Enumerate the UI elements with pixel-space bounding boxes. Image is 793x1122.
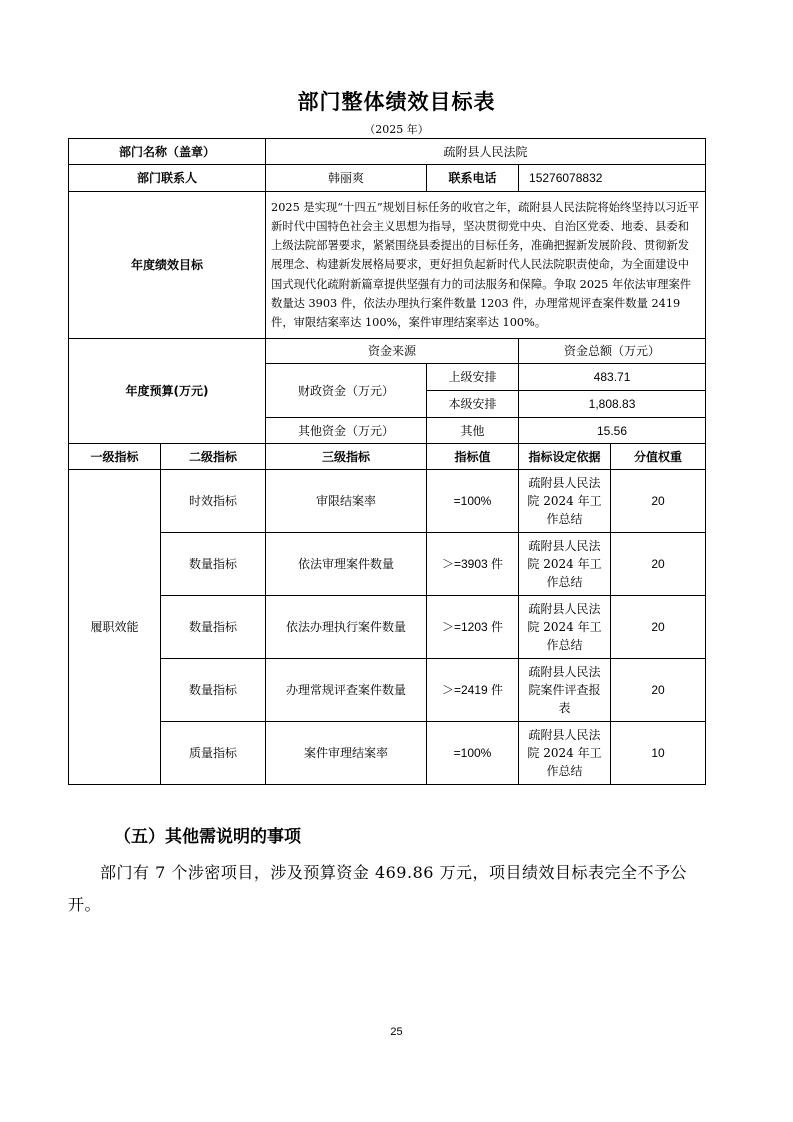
header-level2: 二级指标 [161,444,266,470]
indicator-value: ＞=1203 件 [427,596,519,659]
level3-indicator: 案件审理结案率 [266,722,427,785]
level3-indicator: 依法审理案件数量 [266,533,427,596]
indicator-row [69,596,706,659]
indicator-weight: 10 [611,722,706,785]
indicator-row [69,722,706,785]
table-year: （2025 年） [364,123,429,136]
header-level3: 三级指标 [266,444,427,470]
level2-indicator: 数量指标 [161,659,266,722]
indicator-weight: 20 [611,596,706,659]
indicator-value: =100% [427,722,519,785]
level2-indicator: 时效指标 [161,470,266,533]
annual-budget-label: 年度预算(万元) [69,339,266,444]
section-paragraph: 部门有 7 个涉密项目，涉及预算资金 469.86 万元，项目绩效目标表完全不予公开。 [68,863,688,914]
section-heading: （五）其他需说明的事项 [114,827,301,847]
upper-arrangement-label: 上级安排 [427,364,519,391]
level2-indicator: 数量指标 [161,533,266,596]
local-arrangement-value: 1,808.83 [519,391,706,418]
indicator-basis: 疏附县人民法院 2024 年工作总结 [519,470,611,533]
indicator-weight: 20 [611,659,706,722]
contact-label: 部门联系人 [69,165,266,192]
header-indicator-value: 指标值 [427,444,519,470]
fund-source-header: 资金来源 [266,339,519,364]
annual-goal-label: 年度绩效目标 [69,192,266,339]
fund-total-header: 资金总额（万元） [519,339,706,364]
dept-name-value: 疏附县人民法院 [266,139,706,165]
indicator-basis: 疏附县人民法院 2024 年工作总结 [519,533,611,596]
phone-label: 联系电话 [427,165,519,192]
page-title: 部门整体绩效目标表 [297,90,496,114]
dept-name-label: 部门名称（盖章） [69,139,266,165]
other-fund-label: 其他资金（万元） [266,418,427,444]
level2-indicator: 质量指标 [161,722,266,785]
level2-indicator: 数量指标 [161,596,266,659]
level3-indicator: 办理常规评查案件数量 [266,659,427,722]
contact-person-value: 韩丽爽 [266,165,427,192]
level3-indicator: 审限结案率 [266,470,427,533]
indicator-weight: 20 [611,470,706,533]
level3-indicator: 依法办理执行案件数量 [266,596,427,659]
indicator-row [69,533,706,596]
upper-arrangement-value: 483.71 [519,364,706,391]
header-basis: 指标设定依据 [519,444,611,470]
level1-indicator: 履职效能 [69,470,161,785]
performance-goal-table [68,138,706,785]
fiscal-fund-label: 财政资金（万元） [266,364,427,418]
indicator-basis: 疏附县人民法院案件评查报表 [519,659,611,722]
phone-value: 15276078832 [519,165,706,192]
local-arrangement-label: 本级安排 [427,391,519,418]
indicator-weight: 20 [611,533,706,596]
indicator-value: ＞=2419 件 [427,659,519,722]
indicator-basis: 疏附县人民法院 2024 年工作总结 [519,596,611,659]
page-number: 25 [390,1026,403,1038]
annual-goal-text: 2025 是实现“十四五”规划目标任务的收官之年，疏附县人民法院将始终坚持以习近平新时代中国特色社会主义思想为指导，坚决贯彻党中央、自治区党委、地委、县委和上级法院部署要求，紧紧围绕县委提出的目标任务，准确把握新发展阶段、贯彻新发展理念、构建新发展格局要求，更好担负起新时代人民法院职责使命，为全面建设中国式现代化疏附新篇章提供坚强有力的司法服务和保障。争取 2025 年依法审理案件数量达 3903 件，依法办理执行案件数量 1203 件，办理常规评查案件数量 2419 件，审限结案率达 100%，案件审理结案率达 100%。 [266,192,706,339]
indicator-row [69,659,706,722]
indicator-basis: 疏附县人民法院 2024 年工作总结 [519,722,611,785]
indicator-value: ＞=3903 件 [427,533,519,596]
header-level1: 一级指标 [69,444,161,470]
other-fund-sub-label: 其他 [427,418,519,444]
indicator-value: =100% [427,470,519,533]
header-weight: 分值权重 [611,444,706,470]
other-fund-value: 15.56 [519,418,706,444]
indicator-row [69,470,706,533]
